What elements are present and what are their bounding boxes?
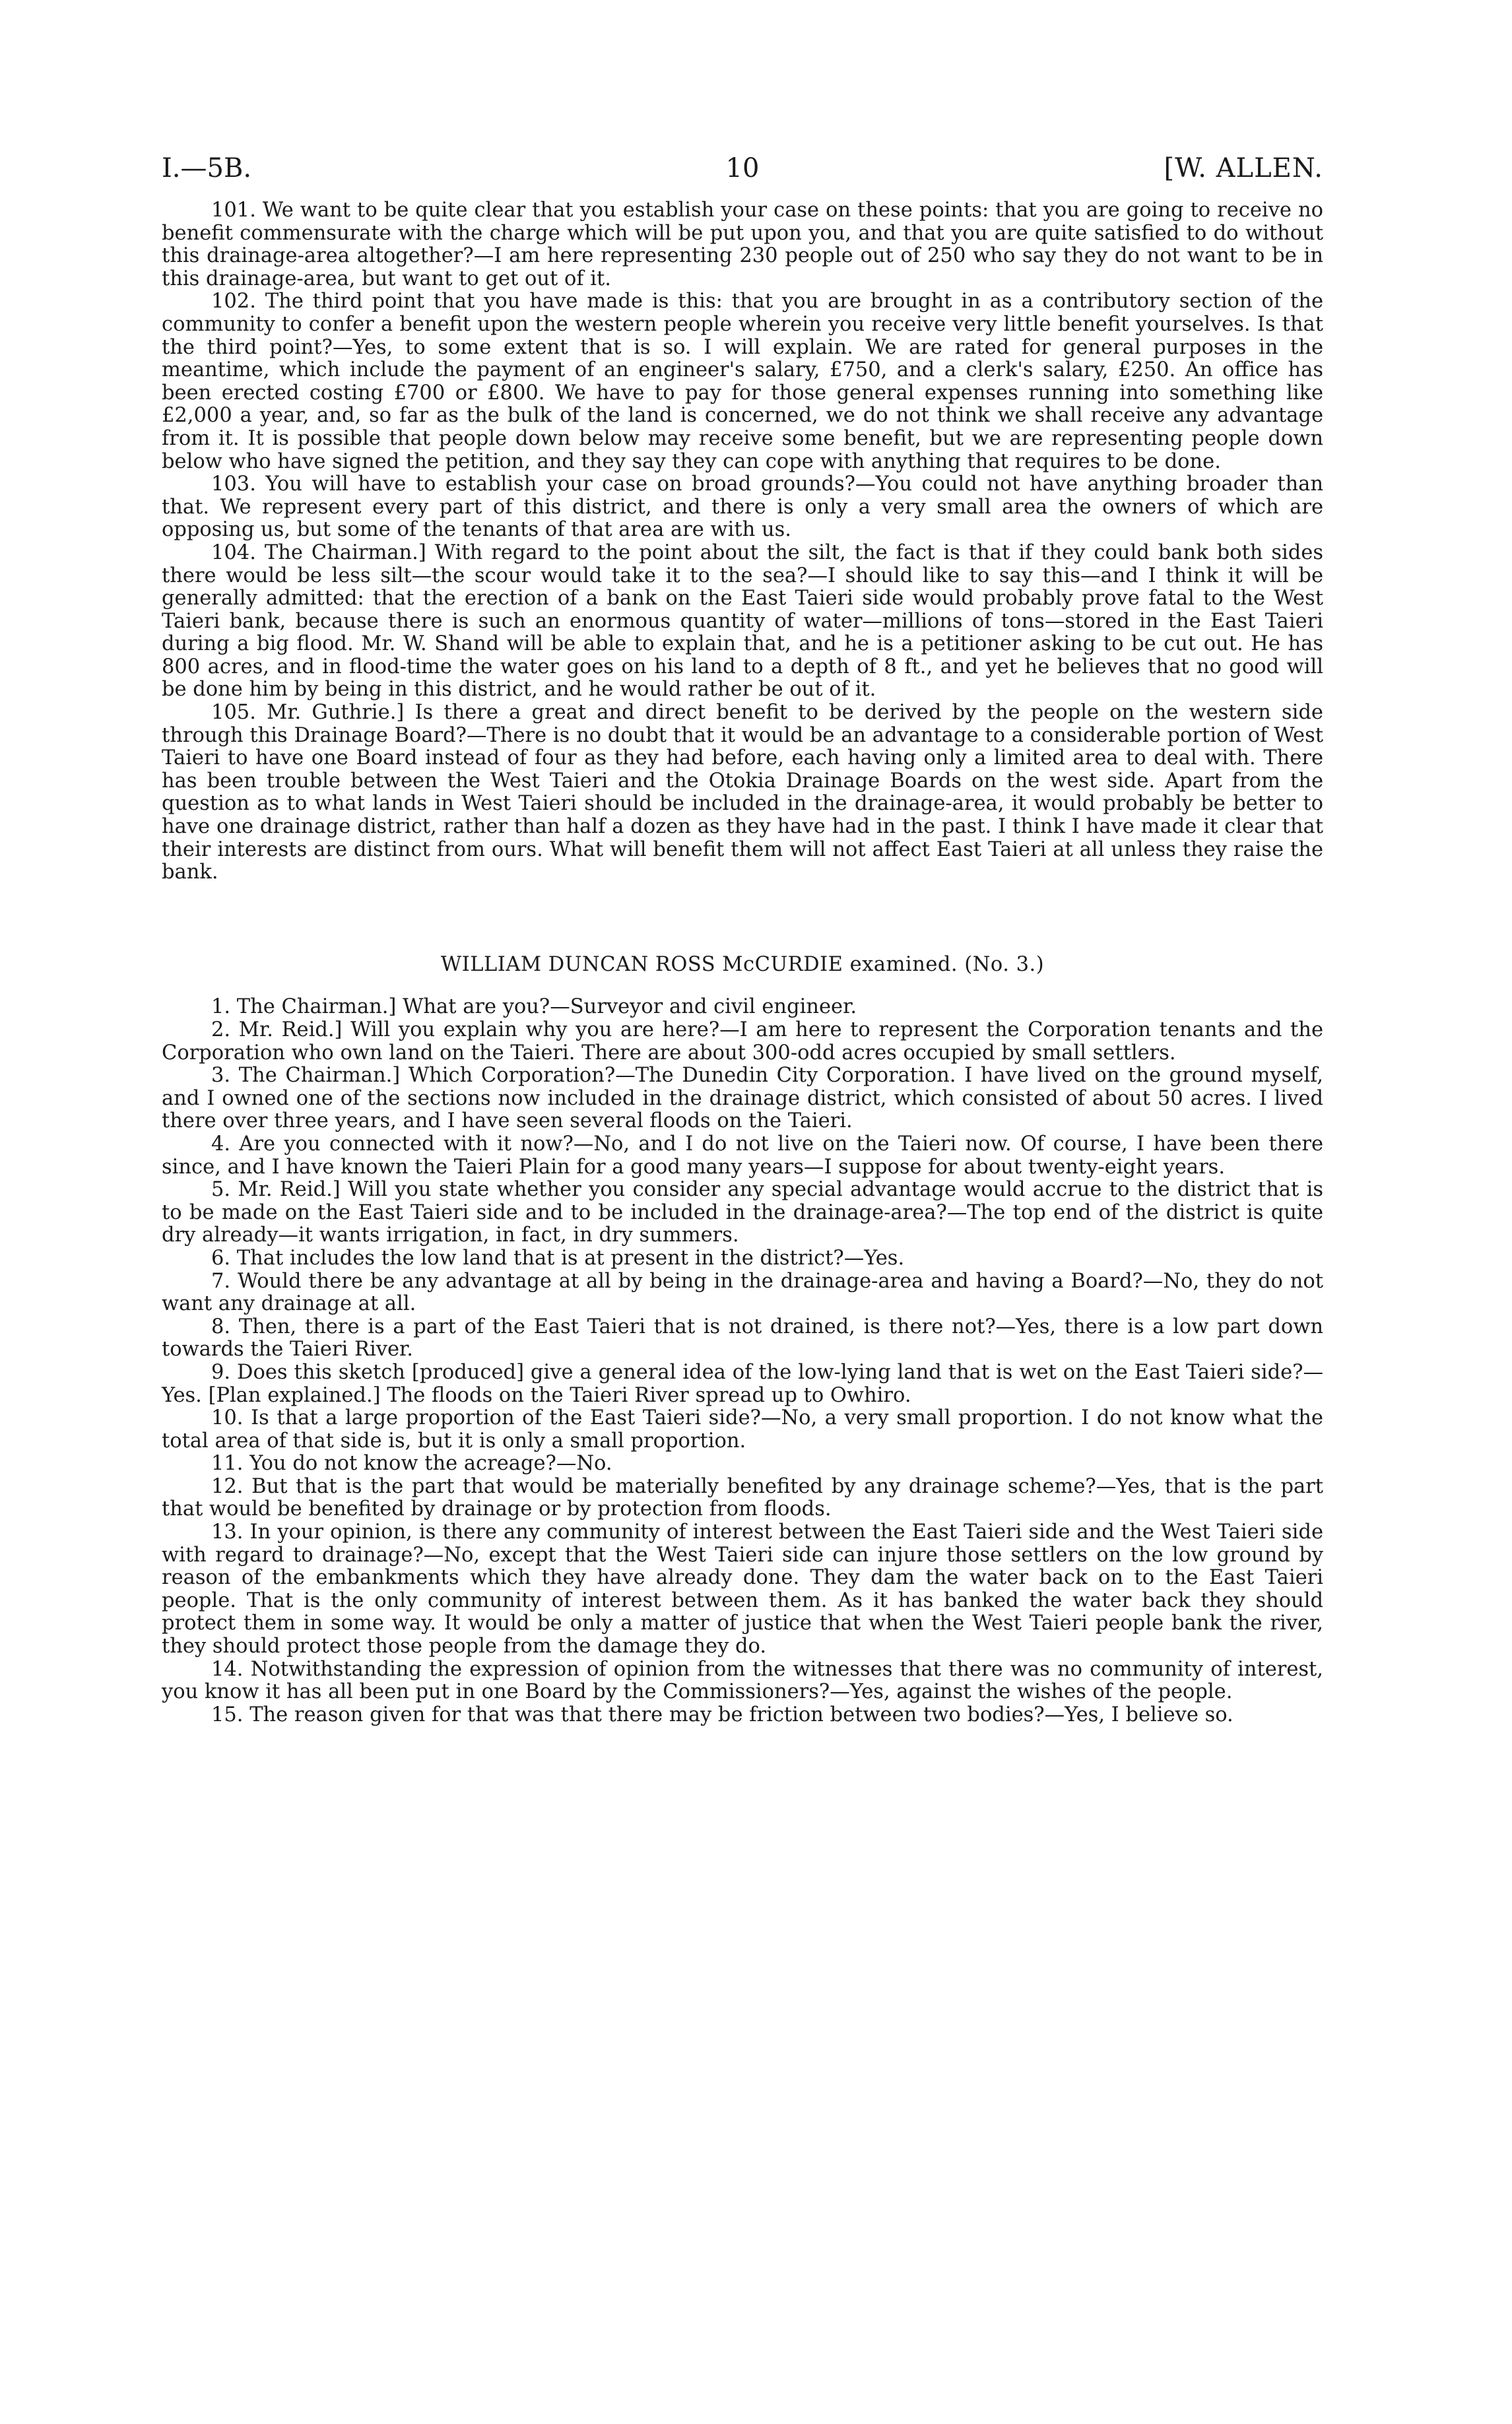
paragraph-101: 101. We want to be quite clear that you establish your case on these points: that you are going to receive no benefit commensurate with the charge which will be put upon you, and that you are quite satisfied to do without this drainage-area altogether?—I am here representing 230 people out of 250 who say they do not want to be in this drainage-area, but want to get out of it.	[162, 199, 1330, 290]
question-9: 9. Does this sketch [produced] give a general idea of the low-lying land that is wet on the East Taieri side?—Yes. [Plan explained.] The floods on the Taieri River spread up to Owhiro.	[162, 1360, 1323, 1407]
document-reference: I.—5B.	[162, 153, 252, 183]
question-14: 14. Notwithstanding the expression of opinion from the witnesses that there was no community of interest, you know it has all been put in one Board by the Commissioners?—Yes, against the wishes of the people.	[162, 1657, 1330, 1704]
question-1: 1. The Chairman.] What are you?—Surveyor and civil engineer.	[211, 995, 857, 1019]
question-2: 2. Mr. Reid.] Will you explain why you are here?—I am here to represent the Corporation tenants and the Corporation who own land on the Taieri. There are about 300-odd acres occupied by small settlers.	[162, 1018, 1330, 1065]
question-12: 12. But that is the part that would be materially benefited by any drainage scheme?—Yes, that is the part that would be benefited by drainage or by protection from floods.	[162, 1474, 1330, 1521]
question-6: 6. That includes the low land that is at present in the district?—Yes.	[211, 1246, 905, 1270]
paragraph-102: 102. The third point that you have made is this: that you are brought in as a contributory section of the community to confer a benefit upon the western people wherein you receive very little benefit yourselves. Is that the third point?—Yes, to some extent that is so. I will explain. We are rated for general purposes in the meantime, which include the payment of an engineer's salary, £750, and a clerk's salary, £250. An office has been erected costing £700 or £800. We have to pay for those general expenses running into something like £2,000 a year, and, so far as the bulk of the land is concerned, we do not think we shall receive any advantage from it. It is possible that people down below may receive some benefit, but we are representing people down below who have signed the petition, and they say they can cope with anything that requires to be done.	[162, 290, 1330, 473]
question-3: 3. The Chairman.] Which Corporation?—The Dunedin City Corporation. I have lived on the ground myself, and I owned one of the sections now included in the drainage district, which consisted of about 50 acres. I lived there over three years, and I have seen several floods on the Taieri.	[162, 1064, 1330, 1133]
question-11: 11. You do not know the acreage?—No.	[211, 1452, 612, 1476]
document-page	[162, 153, 1330, 1726]
question-13: 13. In your opinion, is there any community of interest between the East Taieri side and the West Taieri side with regard to drainage?—No, except that the West Taieri side can injure those settlers on the low ground by reason of the embankments which they have already done. They dam the water back on to the East Taieri people. That is the only community of interest between them. As it has banked the water back they should protect them in some way. It would be only a matter of justice that when the West Taieri people bank the river, they should protect those people from the damage they do.	[162, 1521, 1330, 1658]
paragraph-103: 103. You will have to establish your case on broad grounds?—You could not have anything broader than that. We represent every part of this district, and there is only a very small area the owners of which are opposing us, but some of the tenants of that area are with us.	[162, 473, 1330, 542]
page-number: 10	[725, 153, 760, 183]
question-15: 15. The reason given for that was that there may be friction between two bodies?—Yes, I believe so.	[211, 1703, 1233, 1726]
mccurdie-testimony	[162, 995, 1330, 1726]
question-10: 10. Is that a large proportion of the East Taieri side?—No, a very small proportion. I do not know what the total area of that side is, but it is only a small proportion.	[162, 1406, 1330, 1453]
question-4: 4. Are you connected with it now?—No, and I do not live on the Taieri now. Of course, I have been there since, and I have known the Taieri Plain for a good many years—I suppose for about twenty-eight years.	[162, 1132, 1330, 1179]
question-8: 8. Then, there is a part of the East Taieri that is not drained, is there not?—Yes, there is a low part down towards the Taieri River.	[162, 1315, 1330, 1361]
paragraph-105: 105. Mr. Guthrie.] Is there a great and direct benefit to be derived by the people on the western side through this Drainage Board?—There is no doubt that it would be an advantage to a considerable portion of West Taieri to have one Board instead of four as they had before, each having only a limited area to deal with. There has been trouble between the West Taieri and the Otokia Drainage Boards on the west side. Apart from the question as to what lands in West Taieri should be included in the drainage-area, it would probably be better to have one drainage district, rather than half a dozen as they have had in the past. I think I have made it clear that their interests are distinct from ours. What will benefit them will not affect East Taieri at all unless they raise the bank.	[162, 701, 1330, 884]
witness-name: [W. ALLEN.	[1164, 153, 1323, 183]
paragraph-104: 104. The Chairman.] With regard to the point about the silt, the fact is that if they could bank both sides there would be less silt—the scour would take it to the sea?—I should like to say this—and I think it will be generally admitted: that the erection of a bank on the East Taieri side would probably prove fatal to the West Taieri bank, because there is such an enormous quantity of water—millions of tons—stored in the East Taieri during a big flood. Mr. W. Shand will be able to explain that, and he is a petitioner asking to be cut out. He has 800 acres, and in flood-time the water goes on his land to a depth of 8 ft., and yet he believes that no good will be done him by being in this district, and he would rather be out of it.	[162, 540, 1330, 702]
question-5: 5. Mr. Reid.] Will you state whether you consider any special advantage would accrue to the district that is to be made on the East Taieri side and to be included in the drainage-area?—The top end of the district is quite dry already—it wants irrigation, in fact, in dry summers.	[162, 1178, 1330, 1247]
question-7: 7. Would there be any advantage at all by being in the drainage-area and having a Board?—No, they do not want any drainage at all.	[162, 1269, 1330, 1316]
witness-heading: WILLIAM DUNCAN ROSS McCURDIE examined. (No. 3.)	[440, 952, 1045, 976]
allen-testimony	[162, 199, 1330, 884]
page-header	[162, 153, 1323, 199]
